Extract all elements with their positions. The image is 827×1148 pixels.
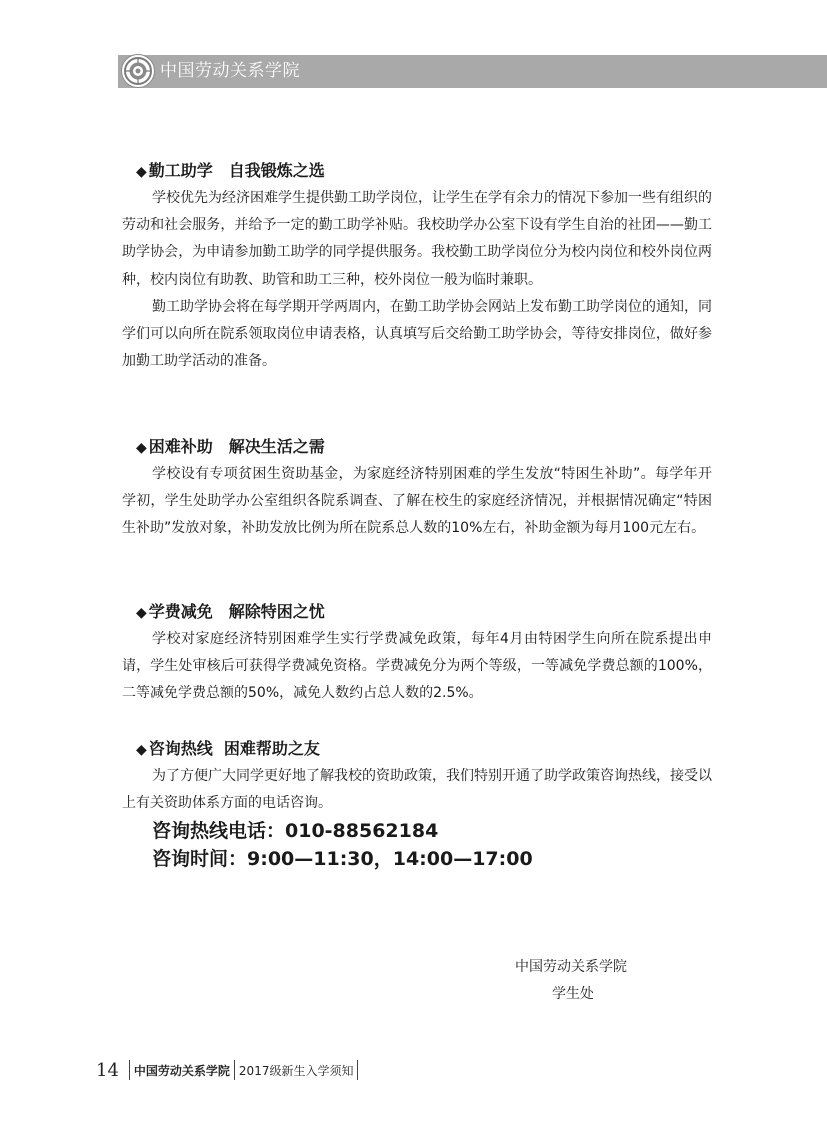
paragraph: 学校对家庭经济特别困难学生实行学费减免政策，每年4月由特困学生向所在院系提出申请，学生处审核后可获得学费减免资格。学费减免分为两个等级，一等减免学费总额的100%，二等减免学费总额的50%，减免人数约占总人数的2.5%。 [122, 631, 712, 702]
diamond-bullet-icon: ◆ [136, 440, 147, 456]
school-seal-icon [120, 53, 156, 89]
section-title: ◆ 勤工助学 自我锻炼之选 [136, 161, 325, 180]
section-title: ◆ 学费减免 解除特困之忧 [136, 602, 325, 621]
signature-org: 中国劳动关系学院 [515, 959, 627, 975]
section-tuition-waiver [122, 599, 712, 708]
section-title: ◆ 困难补助 解决生活之需 [136, 437, 325, 456]
hotline-hours: 咨询时间：9:00—11:30，14:00—17:00 [152, 848, 533, 871]
page-number: 14 [96, 1059, 119, 1081]
footer-divider [234, 1060, 235, 1080]
section-title: ◆ 咨询热线 困难帮助之友 [136, 739, 320, 758]
paragraph: 勤工助学协会将在每学期开学两周内，在勤工助学协会网站上发布勤工助学岗位的通知，同学们可以向所在院系领取岗位申请表格，认真填写后交给勤工助学协会，等待安排岗位，做好参加勤工助学活动的准备。 [122, 298, 712, 370]
diamond-bullet-icon: ◆ [136, 742, 147, 758]
signature-dept: 学生处 [552, 986, 594, 1002]
paragraph: 学校优先为经济困难学生提供勤工助学岗位，让学生在学有余力的情况下参加一些有组织的劳动和社会服务，并给予一定的勤工助学补贴。我校助学办公室下设有学生自治的社团——勤工助学协会，为申请参加勤工助学的同学提供服务。我校勤工助学岗位分为校内岗位和校外岗位两种，校内岗位有助教、助管和助工三种，校外岗位一般为临时兼职。 [122, 190, 712, 288]
footer-book-title: 2017级新生入学须知 [238, 1063, 354, 1078]
diamond-bullet-icon: ◆ [136, 164, 147, 180]
section-hotline [122, 736, 712, 873]
footer [96, 1058, 362, 1082]
hotline-phone: 咨询热线电话：010-88562184 [152, 820, 439, 843]
footer-school-name: 中国劳动关系学院 [133, 1063, 230, 1078]
paragraph: 学校设有专项贫困生资助基金，为家庭经济特别困难的学生发放“特困生补助”。每学年开学初，学生处助学办公室组织各院系调查、了解在校生的家庭经济情况，并根据情况确定“特困生补助”发放对象，补助发放比例为所在院系总人数的10%左右，补助金额为每月100元左右。 [122, 466, 712, 537]
section-hardship-subsidy [122, 434, 712, 543]
footer-divider [129, 1060, 130, 1080]
diamond-bullet-icon: ◆ [136, 605, 147, 621]
header-school-name: 中国劳动关系学院 [160, 61, 300, 81]
section-work-study [122, 158, 712, 375]
footer-divider [357, 1060, 358, 1080]
paragraph: 为了方便广大同学更好地了解我校的资助政策，我们特别开通了助学政策咨询热线，接受以上有关资助体系方面的电话咨询。 [122, 768, 712, 812]
